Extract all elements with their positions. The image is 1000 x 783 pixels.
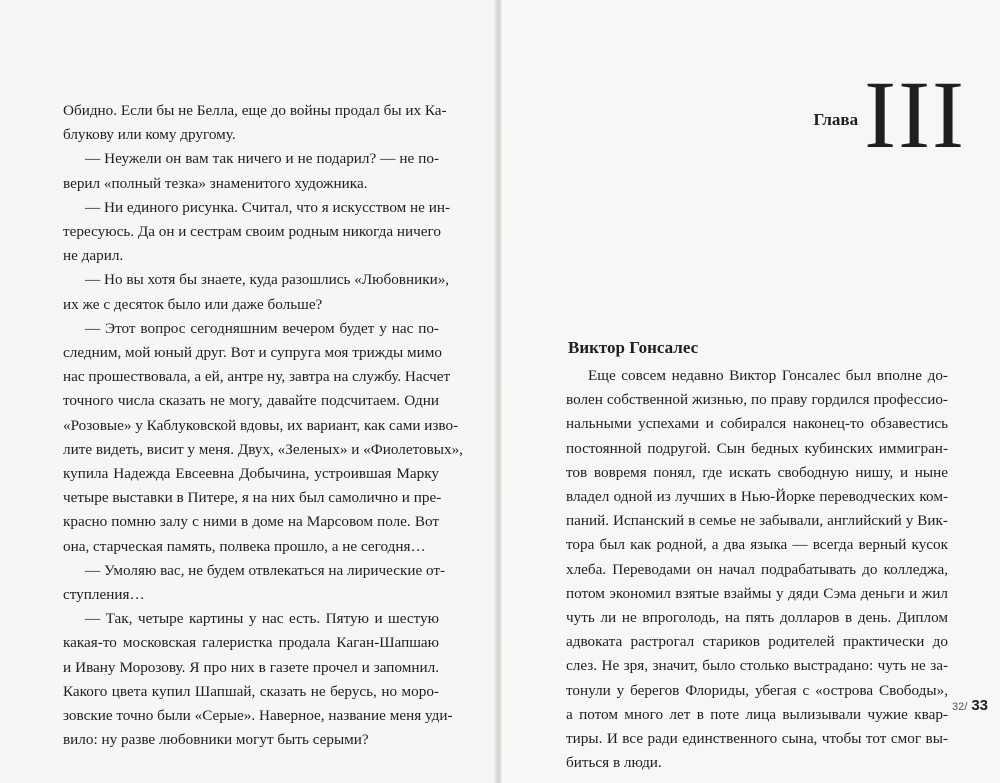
book-gutter bbox=[494, 0, 502, 783]
text-line: Какого цвета купил Шапшай, сказать не берусь, но моро- bbox=[63, 682, 439, 700]
text-line: чуть ли не впроголодь, на пять долларов в день. Диплом bbox=[566, 609, 948, 627]
text-line: постоянной подругой. Сын бедных кубинских иммигран- bbox=[566, 439, 948, 457]
text-line: — Неужели он вам так ничего и не подарил? — не по- bbox=[85, 150, 439, 168]
text-line: четыре выставки в Питере, я на них был самолично и пре- bbox=[63, 489, 442, 507]
text-line: ступления… bbox=[63, 586, 145, 604]
text-line: она, старческая память, полвека прошло, а не сегодня… bbox=[63, 537, 426, 555]
text-line: владел одной из лучших в Нью-Йорке переводческих ком- bbox=[566, 488, 948, 506]
text-line: паний. Испанский в семье не забывали, английский у Вик- bbox=[566, 512, 948, 530]
text-line: — Но вы хотя бы знаете, куда разошлись «Любовники», bbox=[85, 271, 450, 289]
text-line: Обидно. Если бы не Белла, еще до войны продал бы их Ка- bbox=[63, 102, 447, 119]
left-page bbox=[0, 0, 496, 783]
text-line: — Умоляю вас, не будем отвлекаться на лирические от- bbox=[85, 561, 446, 579]
text-line: не дарил. bbox=[63, 247, 124, 265]
current-page-number: 33 bbox=[971, 697, 988, 714]
text-line: — Этот вопрос сегодняшним вечером будет у нас по- bbox=[85, 319, 439, 337]
text-line: зовские точно были «Серые». Наверное, название меня уди- bbox=[63, 707, 453, 725]
page-number bbox=[952, 697, 988, 714]
text-line: нальными успехами и собирался наконец-то обзавестись bbox=[566, 415, 948, 433]
text-line: блукову или кому другому. bbox=[63, 126, 236, 144]
text-line: а потом много лет в поте лица вылизывали чужие квар- bbox=[566, 705, 948, 723]
text-line: Еще совсем недавно Виктор Гонсалес был вполне до- bbox=[588, 367, 948, 384]
text-line: тов вовремя понял, где искать свободную нишу, и ныне bbox=[566, 463, 948, 481]
text-line: купила Надежда Евсеевна Добычина, устроившая Марку bbox=[63, 465, 439, 483]
left-page-text bbox=[63, 99, 463, 752]
previous-page-number: 32/ bbox=[952, 701, 968, 713]
text-line: лите видеть, висит у меня. Двух, «Зеленых» и «Фиолетовых», bbox=[63, 440, 463, 458]
text-line: какая-то московская галеристка продала Каган-Шапшаю bbox=[63, 634, 439, 652]
text-line: — Ни единого рисунка. Считал, что я искусством не ин- bbox=[85, 198, 451, 216]
text-line: верил «полный тезка» знаменитого художника. bbox=[63, 174, 368, 192]
section-title: Виктор Гонсалес bbox=[568, 338, 699, 357]
text-line: адвоката растрогал стариков родителей практически до bbox=[566, 633, 948, 651]
text-line: «Розовые» у Каблуковской вдовы, их вариант, как сами изво- bbox=[63, 416, 459, 434]
text-line: тиры. И все ради единственного сына, чтобы тот смог вы- bbox=[566, 730, 948, 748]
chapter-heading bbox=[813, 61, 966, 168]
chapter-label: Глава bbox=[813, 110, 859, 129]
text-line: тора был как родной, а два языка — всегда верный кусок bbox=[566, 536, 948, 554]
text-line: их же с десяток было или даже больше? bbox=[63, 295, 323, 313]
text-line: волен собственной жизнью, по праву гордился профессио- bbox=[566, 391, 948, 409]
right-page-text bbox=[566, 364, 948, 775]
text-line: следним, мой юный друг. Вот и супруга моя трижды мимо bbox=[63, 344, 442, 362]
text-line: слез. Не зря, значит, было столько выстрадано: чуть не за- bbox=[566, 657, 948, 675]
text-line: вило: ну разве любовники могут быть серыми? bbox=[63, 731, 369, 749]
text-line: биться в люди. bbox=[566, 754, 662, 772]
text-line: и Ивану Морозову. Я про них в газете прочел и запомнил. bbox=[63, 658, 439, 676]
text-line: тонули у берегов Флориды, убегая с «острова Свободы», bbox=[566, 681, 948, 699]
text-line: потом экономил взятые взаймы у дяди Сэма деньги и жил bbox=[566, 584, 948, 602]
text-line: точного числа сказать не могу, давайте подсчитаем. Одни bbox=[63, 392, 439, 410]
text-line: хлеба. Переводами он начал подрабатывать до колледжа, bbox=[566, 560, 948, 578]
text-line: нас прошествовала, а ей, антре ну, завтра на службу. Насчет bbox=[63, 368, 451, 386]
text-line: красно помню залу с ними в доме на Марсовом поле. Вот bbox=[63, 513, 439, 531]
text-line: тересуюсь. Да он и сестрам своим родным никогда ничего bbox=[63, 223, 441, 241]
chapter-numeral: III bbox=[864, 61, 966, 168]
text-line: — Так, четыре картины у нас есть. Пятую и шестую bbox=[85, 610, 439, 628]
